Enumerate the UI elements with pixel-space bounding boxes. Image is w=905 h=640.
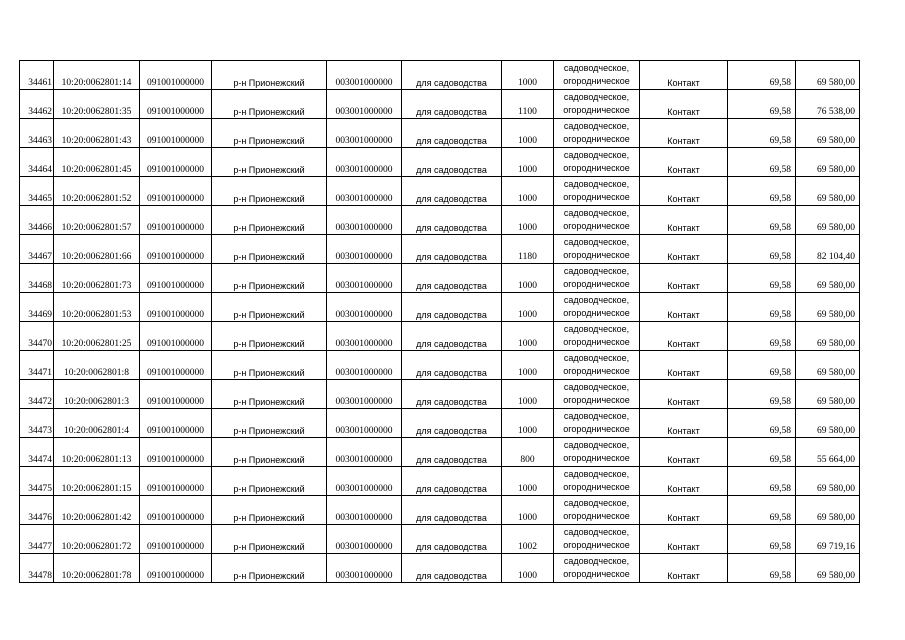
cadastral-number-cell: 10:20:0062801:45 <box>54 148 140 177</box>
source-cell: Контакт <box>640 554 728 583</box>
cadastral-value-cell: 69 580,00 <box>796 119 860 148</box>
land-category-cell <box>554 496 640 525</box>
cadastral-rate-cell: 69,58 <box>728 380 796 409</box>
cadastral-number-cell: 10:20:0062801:53 <box>54 293 140 322</box>
source-cell: Контакт <box>640 264 728 293</box>
land-category-cell <box>554 90 640 119</box>
row-number-cell: 34468 <box>20 264 54 293</box>
cadastral-value-cell: 69 580,00 <box>796 467 860 496</box>
permitted-use-cell: для садоводства <box>402 177 502 206</box>
okato-code-cell: 091001000000 <box>140 148 212 177</box>
cadastral-number-cell: 10:20:0062801:4 <box>54 409 140 438</box>
row-number-cell: 34462 <box>20 90 54 119</box>
land-category-line-1: садоводческое, <box>563 498 630 508</box>
okato-code-cell: 091001000000 <box>140 380 212 409</box>
okato-code-cell: 091001000000 <box>140 90 212 119</box>
land-category-line-1: садоводческое, <box>563 353 630 363</box>
row-number-cell: 34470 <box>20 322 54 351</box>
land-category-line-2: огородническое <box>563 482 630 492</box>
district-cell: р-н Прионежский <box>212 496 327 525</box>
cadastral-value-cell: 69 719,16 <box>796 525 860 554</box>
okato-code-cell: 091001000000 <box>140 525 212 554</box>
land-category-line-1: садоводческое, <box>563 382 630 392</box>
permitted-use-cell: для садоводства <box>402 554 502 583</box>
land-category-line-2: огородническое <box>563 163 630 173</box>
area-cell: 1180 <box>502 235 554 264</box>
land-category-cell <box>554 525 640 554</box>
cadastral-rate-cell: 69,58 <box>728 467 796 496</box>
land-category-line-1: садоводческое, <box>563 411 630 421</box>
table-row <box>20 496 860 525</box>
land-category-cell <box>554 264 640 293</box>
cadastral-value-cell: 69 580,00 <box>796 206 860 235</box>
cadastral-rate-cell: 69,58 <box>728 496 796 525</box>
oktmo-code-cell: 003001000000 <box>327 322 402 351</box>
district-cell: р-н Прионежский <box>212 206 327 235</box>
cadastral-number-cell: 10:20:0062801:13 <box>54 438 140 467</box>
land-category-line-2: огородническое <box>563 250 630 260</box>
cadastral-value-cell: 69 580,00 <box>796 496 860 525</box>
district-cell: р-н Прионежский <box>212 148 327 177</box>
oktmo-code-cell: 003001000000 <box>327 554 402 583</box>
cadastral-value-cell: 69 580,00 <box>796 148 860 177</box>
cadastral-number-cell: 10:20:0062801:15 <box>54 467 140 496</box>
permitted-use-cell: для садоводства <box>402 206 502 235</box>
area-cell: 1000 <box>502 409 554 438</box>
area-cell: 1000 <box>502 293 554 322</box>
source-cell: Контакт <box>640 467 728 496</box>
land-category-line-2: огородническое <box>563 395 630 405</box>
cadastral-number-cell: 10:20:0062801:42 <box>54 496 140 525</box>
district-cell: р-н Прионежский <box>212 293 327 322</box>
land-category-cell <box>554 61 640 90</box>
table-row <box>20 61 860 90</box>
cadastral-rate-cell: 69,58 <box>728 235 796 264</box>
table-row <box>20 177 860 206</box>
permitted-use-cell: для садоводства <box>402 351 502 380</box>
cadastral-number-cell: 10:20:0062801:25 <box>54 322 140 351</box>
table-row <box>20 264 860 293</box>
source-cell: Контакт <box>640 148 728 177</box>
land-category-cell <box>554 351 640 380</box>
table-row <box>20 293 860 322</box>
oktmo-code-cell: 003001000000 <box>327 148 402 177</box>
area-cell: 1000 <box>502 322 554 351</box>
land-category-line-1: садоводческое, <box>563 469 630 479</box>
land-register-table <box>19 60 860 583</box>
okato-code-cell: 091001000000 <box>140 119 212 148</box>
district-cell: р-н Прионежский <box>212 119 327 148</box>
cadastral-number-cell: 10:20:0062801:43 <box>54 119 140 148</box>
area-cell: 1000 <box>502 61 554 90</box>
land-category-cell <box>554 148 640 177</box>
land-category-cell <box>554 119 640 148</box>
land-category-cell <box>554 467 640 496</box>
land-category-line-2: огородническое <box>563 221 630 231</box>
land-category-line-2: огородническое <box>563 192 630 202</box>
row-number-cell: 34474 <box>20 438 54 467</box>
district-cell: р-н Прионежский <box>212 525 327 554</box>
source-cell: Контакт <box>640 409 728 438</box>
row-number-cell: 34478 <box>20 554 54 583</box>
district-cell: р-н Прионежский <box>212 467 327 496</box>
cadastral-rate-cell: 69,58 <box>728 61 796 90</box>
cadastral-value-cell: 69 580,00 <box>796 264 860 293</box>
district-cell: р-н Прионежский <box>212 322 327 351</box>
land-category-line-2: огородническое <box>563 424 630 434</box>
district-cell: р-н Прионежский <box>212 409 327 438</box>
land-category-cell <box>554 206 640 235</box>
area-cell: 1100 <box>502 90 554 119</box>
area-cell: 1000 <box>502 380 554 409</box>
source-cell: Контакт <box>640 322 728 351</box>
land-category-line-1: садоводческое, <box>563 556 630 566</box>
source-cell: Контакт <box>640 61 728 90</box>
table-row <box>20 322 860 351</box>
okato-code-cell: 091001000000 <box>140 235 212 264</box>
area-cell: 1000 <box>502 148 554 177</box>
permitted-use-cell: для садоводства <box>402 322 502 351</box>
district-cell: р-н Прионежский <box>212 177 327 206</box>
okato-code-cell: 091001000000 <box>140 177 212 206</box>
district-cell: р-н Прионежский <box>212 61 327 90</box>
source-cell: Контакт <box>640 380 728 409</box>
table-row <box>20 90 860 119</box>
okato-code-cell: 091001000000 <box>140 438 212 467</box>
permitted-use-cell: для садоводства <box>402 438 502 467</box>
cadastral-number-cell: 10:20:0062801:72 <box>54 525 140 554</box>
table-row <box>20 380 860 409</box>
land-category-line-2: огородническое <box>563 134 630 144</box>
cadastral-rate-cell: 69,58 <box>728 293 796 322</box>
permitted-use-cell: для садоводства <box>402 293 502 322</box>
land-category-line-1: садоводческое, <box>563 440 630 450</box>
cadastral-rate-cell: 69,58 <box>728 206 796 235</box>
row-number-cell: 34471 <box>20 351 54 380</box>
source-cell: Контакт <box>640 206 728 235</box>
row-number-cell: 34464 <box>20 148 54 177</box>
row-number-cell: 34475 <box>20 467 54 496</box>
cadastral-value-cell: 69 580,00 <box>796 322 860 351</box>
land-category-line-2: огородническое <box>563 569 630 579</box>
okato-code-cell: 091001000000 <box>140 409 212 438</box>
land-category-line-1: садоводческое, <box>563 527 630 537</box>
okato-code-cell: 091001000000 <box>140 206 212 235</box>
land-category-line-1: садоводческое, <box>563 266 630 276</box>
row-number-cell: 34465 <box>20 177 54 206</box>
source-cell: Контакт <box>640 525 728 554</box>
land-category-cell <box>554 322 640 351</box>
cadastral-value-cell: 69 580,00 <box>796 177 860 206</box>
permitted-use-cell: для садоводства <box>402 90 502 119</box>
land-category-line-1: садоводческое, <box>563 237 630 247</box>
cadastral-rate-cell: 69,58 <box>728 409 796 438</box>
oktmo-code-cell: 003001000000 <box>327 264 402 293</box>
cadastral-rate-cell: 69,58 <box>728 438 796 467</box>
table-row <box>20 148 860 177</box>
cadastral-number-cell: 10:20:0062801:3 <box>54 380 140 409</box>
land-category-line-1: садоводческое, <box>563 63 630 73</box>
oktmo-code-cell: 003001000000 <box>327 496 402 525</box>
cadastral-rate-cell: 69,58 <box>728 525 796 554</box>
land-category-cell <box>554 380 640 409</box>
cadastral-value-cell: 69 580,00 <box>796 380 860 409</box>
oktmo-code-cell: 003001000000 <box>327 380 402 409</box>
table-row <box>20 119 860 148</box>
cadastral-value-cell: 82 104,40 <box>796 235 860 264</box>
table-row <box>20 467 860 496</box>
cadastral-number-cell: 10:20:0062801:78 <box>54 554 140 583</box>
source-cell: Контакт <box>640 351 728 380</box>
cadastral-rate-cell: 69,58 <box>728 322 796 351</box>
district-cell: р-н Прионежский <box>212 554 327 583</box>
okato-code-cell: 091001000000 <box>140 351 212 380</box>
district-cell: р-н Прионежский <box>212 438 327 467</box>
oktmo-code-cell: 003001000000 <box>327 525 402 554</box>
cadastral-value-cell: 69 580,00 <box>796 351 860 380</box>
land-category-line-1: садоводческое, <box>563 150 630 160</box>
row-number-cell: 34469 <box>20 293 54 322</box>
cadastral-number-cell: 10:20:0062801:52 <box>54 177 140 206</box>
source-cell: Контакт <box>640 496 728 525</box>
cadastral-value-cell: 69 580,00 <box>796 409 860 438</box>
permitted-use-cell: для садоводства <box>402 61 502 90</box>
cadastral-rate-cell: 69,58 <box>728 264 796 293</box>
land-category-cell <box>554 177 640 206</box>
cadastral-number-cell: 10:20:0062801:8 <box>54 351 140 380</box>
land-category-line-2: огородническое <box>563 76 630 86</box>
oktmo-code-cell: 003001000000 <box>327 119 402 148</box>
oktmo-code-cell: 003001000000 <box>327 206 402 235</box>
table-row <box>20 554 860 583</box>
permitted-use-cell: для садоводства <box>402 525 502 554</box>
land-category-cell <box>554 438 640 467</box>
cadastral-rate-cell: 69,58 <box>728 177 796 206</box>
land-category-line-1: садоводческое, <box>563 295 630 305</box>
source-cell: Контакт <box>640 235 728 264</box>
cadastral-value-cell: 55 664,00 <box>796 438 860 467</box>
land-category-line-2: огородническое <box>563 511 630 521</box>
permitted-use-cell: для садоводства <box>402 496 502 525</box>
land-category-cell <box>554 293 640 322</box>
permitted-use-cell: для садоводства <box>402 148 502 177</box>
district-cell: р-н Прионежский <box>212 235 327 264</box>
cadastral-number-cell: 10:20:0062801:57 <box>54 206 140 235</box>
cadastral-rate-cell: 69,58 <box>728 554 796 583</box>
row-number-cell: 34463 <box>20 119 54 148</box>
area-cell: 1000 <box>502 351 554 380</box>
area-cell: 1000 <box>502 496 554 525</box>
okato-code-cell: 091001000000 <box>140 293 212 322</box>
permitted-use-cell: для садоводства <box>402 467 502 496</box>
land-category-line-2: огородническое <box>563 308 630 318</box>
row-number-cell: 34477 <box>20 525 54 554</box>
table-row <box>20 206 860 235</box>
cadastral-value-cell: 69 580,00 <box>796 554 860 583</box>
source-cell: Контакт <box>640 90 728 119</box>
area-cell: 1000 <box>502 467 554 496</box>
district-cell: р-н Прионежский <box>212 90 327 119</box>
oktmo-code-cell: 003001000000 <box>327 90 402 119</box>
source-cell: Контакт <box>640 119 728 148</box>
land-category-line-1: садоводческое, <box>563 179 630 189</box>
okato-code-cell: 091001000000 <box>140 496 212 525</box>
land-category-line-1: садоводческое, <box>563 92 630 102</box>
row-number-cell: 34476 <box>20 496 54 525</box>
land-category-line-2: огородническое <box>563 453 630 463</box>
okato-code-cell: 091001000000 <box>140 467 212 496</box>
land-category-line-2: огородническое <box>563 540 630 550</box>
cadastral-rate-cell: 69,58 <box>728 148 796 177</box>
land-category-line-2: огородническое <box>563 337 630 347</box>
source-cell: Контакт <box>640 438 728 467</box>
area-cell: 1002 <box>502 525 554 554</box>
table-row <box>20 351 860 380</box>
land-category-cell <box>554 554 640 583</box>
okato-code-cell: 091001000000 <box>140 554 212 583</box>
row-number-cell: 34473 <box>20 409 54 438</box>
land-category-cell <box>554 409 640 438</box>
permitted-use-cell: для садоводства <box>402 380 502 409</box>
cadastral-value-cell: 76 538,00 <box>796 90 860 119</box>
cadastral-value-cell: 69 580,00 <box>796 293 860 322</box>
table-row <box>20 525 860 554</box>
cadastral-rate-cell: 69,58 <box>728 351 796 380</box>
oktmo-code-cell: 003001000000 <box>327 438 402 467</box>
oktmo-code-cell: 003001000000 <box>327 177 402 206</box>
source-cell: Контакт <box>640 293 728 322</box>
area-cell: 1000 <box>502 264 554 293</box>
permitted-use-cell: для садоводства <box>402 119 502 148</box>
cadastral-rate-cell: 69,58 <box>728 90 796 119</box>
table-body <box>20 61 860 583</box>
oktmo-code-cell: 003001000000 <box>327 467 402 496</box>
row-number-cell: 34467 <box>20 235 54 264</box>
cadastral-number-cell: 10:20:0062801:35 <box>54 90 140 119</box>
land-category-line-1: садоводческое, <box>563 208 630 218</box>
area-cell: 1000 <box>502 119 554 148</box>
land-category-line-1: садоводческое, <box>563 324 630 334</box>
district-cell: р-н Прионежский <box>212 351 327 380</box>
cadastral-number-cell: 10:20:0062801:66 <box>54 235 140 264</box>
cadastral-number-cell: 10:20:0062801:14 <box>54 61 140 90</box>
cadastral-value-cell: 69 580,00 <box>796 61 860 90</box>
district-cell: р-н Прионежский <box>212 264 327 293</box>
table-row <box>20 235 860 264</box>
permitted-use-cell: для садоводства <box>402 409 502 438</box>
okato-code-cell: 091001000000 <box>140 61 212 90</box>
table-row <box>20 438 860 467</box>
oktmo-code-cell: 003001000000 <box>327 235 402 264</box>
area-cell: 1000 <box>502 177 554 206</box>
oktmo-code-cell: 003001000000 <box>327 351 402 380</box>
land-category-line-2: огородническое <box>563 105 630 115</box>
cadastral-number-cell: 10:20:0062801:73 <box>54 264 140 293</box>
row-number-cell: 34472 <box>20 380 54 409</box>
source-cell: Контакт <box>640 177 728 206</box>
area-cell: 800 <box>502 438 554 467</box>
land-category-line-2: огородническое <box>563 366 630 376</box>
okato-code-cell: 091001000000 <box>140 322 212 351</box>
row-number-cell: 34461 <box>20 61 54 90</box>
cadastral-rate-cell: 69,58 <box>728 119 796 148</box>
row-number-cell: 34466 <box>20 206 54 235</box>
land-category-cell <box>554 235 640 264</box>
table-row <box>20 409 860 438</box>
land-category-line-2: огородническое <box>563 279 630 289</box>
area-cell: 1000 <box>502 206 554 235</box>
oktmo-code-cell: 003001000000 <box>327 409 402 438</box>
oktmo-code-cell: 003001000000 <box>327 293 402 322</box>
permitted-use-cell: для садоводства <box>402 235 502 264</box>
district-cell: р-н Прионежский <box>212 380 327 409</box>
land-category-line-1: садоводческое, <box>563 121 630 131</box>
okato-code-cell: 091001000000 <box>140 264 212 293</box>
area-cell: 1000 <box>502 554 554 583</box>
oktmo-code-cell: 003001000000 <box>327 61 402 90</box>
permitted-use-cell: для садоводства <box>402 264 502 293</box>
